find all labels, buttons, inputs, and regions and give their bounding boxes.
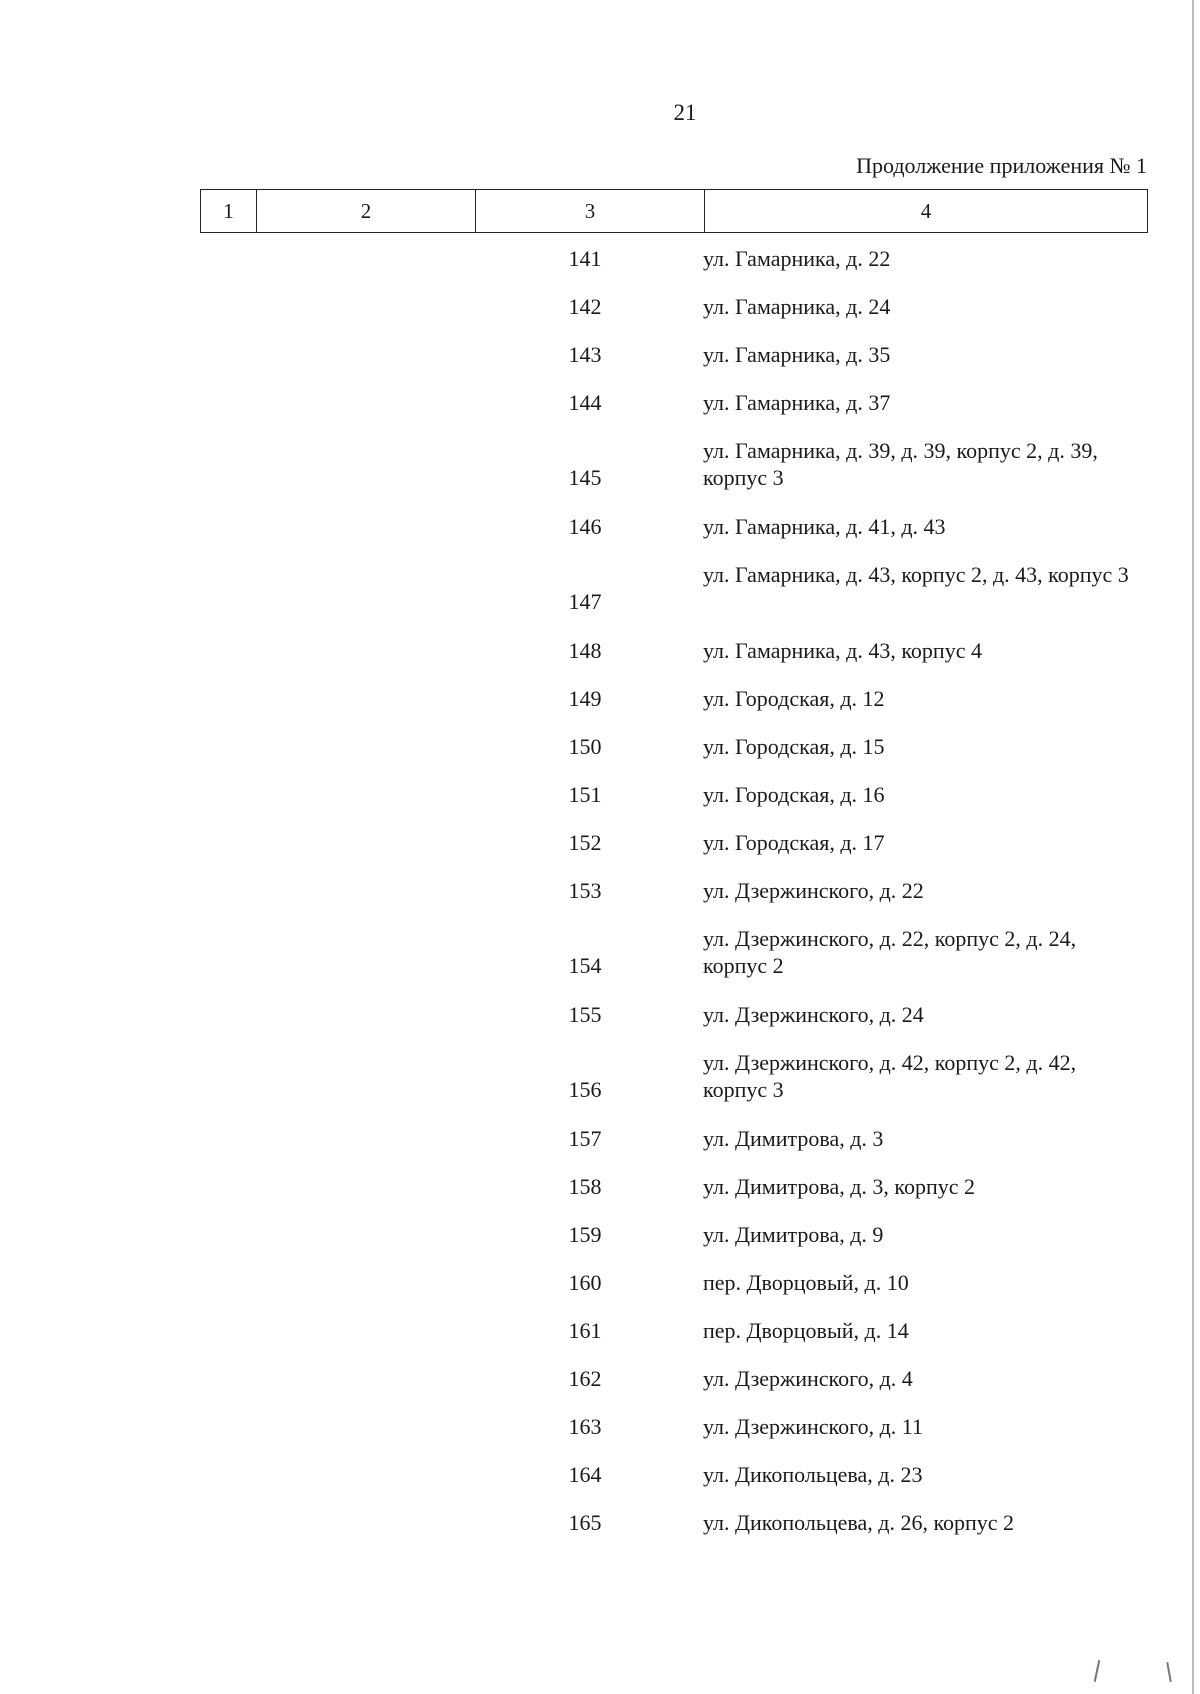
scan-edge-line xyxy=(1192,0,1194,1694)
row-number: 158 xyxy=(568,1174,602,1199)
row-address: ул. Городская, д. 17 xyxy=(703,830,885,855)
row-address: ул. Димитрова, д. 3, корпус 2 xyxy=(703,1174,976,1199)
row-number: 154 xyxy=(568,953,602,978)
row-number: 145 xyxy=(568,465,602,490)
row-number: 149 xyxy=(568,686,602,711)
row-address: пер. Дворцовый, д. 10 xyxy=(703,1270,909,1295)
row-number: 147 xyxy=(568,589,602,614)
column-header-4: 4 xyxy=(705,190,1148,233)
row-number: 156 xyxy=(568,1077,602,1102)
row-address: ул. Городская, д. 15 xyxy=(703,734,885,759)
column-header-1: 1 xyxy=(201,190,257,233)
scan-mark xyxy=(1166,1662,1171,1682)
row-address: ул. Дзержинского, д. 42, корпус 2, д. 42, корпус 3 xyxy=(703,1050,1077,1102)
row-address: ул. Дзержинского, д. 22 xyxy=(703,878,924,903)
row-address: ул. Гамарника, д. 35 xyxy=(703,342,891,367)
row-number: 159 xyxy=(568,1222,602,1247)
row-number: 148 xyxy=(568,638,602,663)
row-number: 157 xyxy=(568,1126,602,1151)
row-number: 153 xyxy=(568,878,602,903)
row-number: 162 xyxy=(568,1366,602,1391)
row-address: ул. Дикопольцева, д. 23 xyxy=(703,1462,923,1487)
column-header-2: 2 xyxy=(257,190,476,233)
column-header-3: 3 xyxy=(476,190,705,233)
row-number: 160 xyxy=(568,1270,602,1295)
row-address: ул. Дзержинского, д. 24 xyxy=(703,1002,924,1027)
scan-mark xyxy=(1094,1660,1101,1682)
column-header-table xyxy=(200,189,1148,233)
row-address: ул. Гамарника, д. 39, д. 39, корпус 2, д. 39, корпус 3 xyxy=(703,438,1098,490)
row-address: пер. Дворцовый, д. 14 xyxy=(703,1318,909,1343)
row-address: ул. Городская, д. 12 xyxy=(703,686,885,711)
row-address: ул. Дзержинского, д. 4 xyxy=(703,1366,913,1391)
row-address: ул. Димитрова, д. 3 xyxy=(703,1126,884,1151)
row-number: 163 xyxy=(568,1414,602,1439)
row-number: 164 xyxy=(568,1462,602,1487)
column-header-row xyxy=(201,190,1148,233)
row-address: ул. Гамарника, д. 43, корпус 2, д. 43, корпус 3 xyxy=(703,562,1129,587)
row-number: 141 xyxy=(568,246,602,271)
row-address: ул. Гамарника, д. 41, д. 43 xyxy=(703,514,946,539)
row-number: 144 xyxy=(568,390,602,415)
row-number: 165 xyxy=(568,1510,602,1535)
row-address: ул. Дзержинского, д. 22, корпус 2, д. 24, корпус 2 xyxy=(703,926,1077,978)
row-address: ул. Гамарника, д. 22 xyxy=(703,246,891,271)
row-address: ул. Гамарника, д. 37 xyxy=(703,390,891,415)
row-number: 150 xyxy=(568,734,602,759)
row-number: 152 xyxy=(568,830,602,855)
row-number: 142 xyxy=(568,294,602,319)
row-number: 151 xyxy=(568,782,602,807)
row-address: ул. Димитрова, д. 9 xyxy=(703,1222,884,1247)
row-address: ул. Дикопольцева, д. 26, корпус 2 xyxy=(703,1510,1015,1535)
row-number: 143 xyxy=(568,342,602,367)
row-address: ул. Гамарника, д. 24 xyxy=(703,294,891,319)
page-number: 21 xyxy=(673,100,697,125)
row-number: 161 xyxy=(568,1318,602,1343)
appendix-caption: Продолжение приложения № 1 xyxy=(856,153,1147,178)
row-address: ул. Городская, д. 16 xyxy=(703,782,885,807)
row-number: 155 xyxy=(568,1002,602,1027)
row-number: 146 xyxy=(568,514,602,539)
row-address: ул. Гамарника, д. 43, корпус 4 xyxy=(703,638,982,663)
row-address: ул. Дзержинского, д. 11 xyxy=(703,1414,923,1439)
